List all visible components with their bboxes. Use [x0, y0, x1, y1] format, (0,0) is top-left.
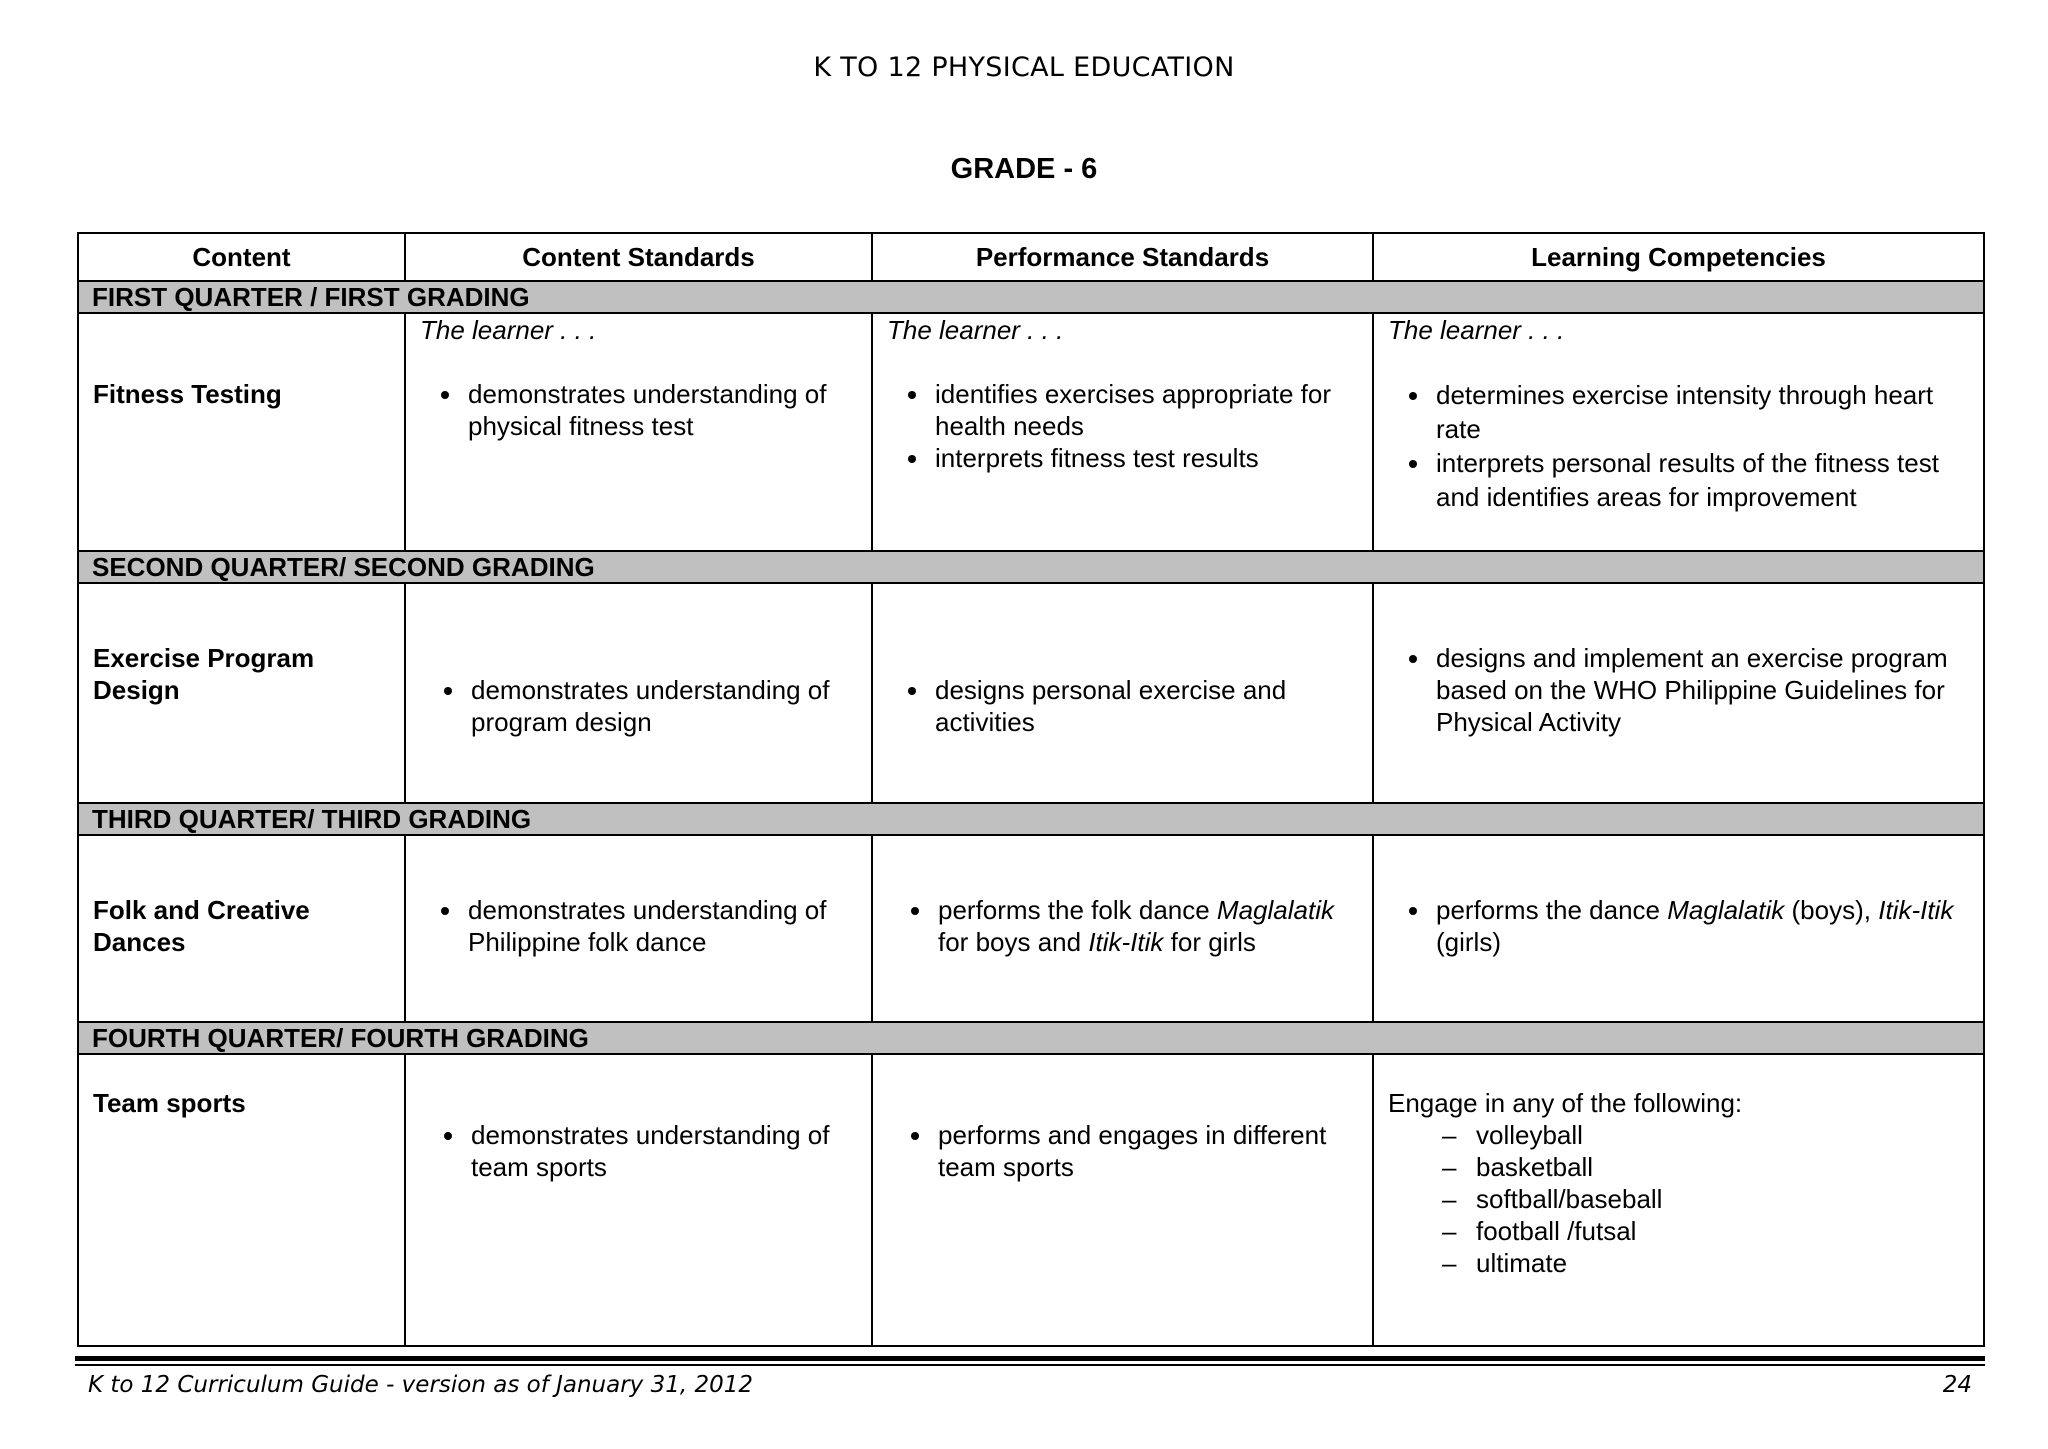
- list-item: [1432, 894, 1969, 958]
- curriculum-table: [77, 232, 1985, 1347]
- list-item: • determines exercise intensity through heart rate: [1432, 378, 1969, 446]
- list-item: • demonstrates understanding of Philippine folk dance: [464, 894, 857, 958]
- bullet-list: [887, 894, 1358, 958]
- quarter-label: FOURTH QUARTER/ FOURTH GRADING: [78, 1022, 1984, 1054]
- content-title: Team sports: [93, 1088, 246, 1118]
- content-title: Fitness Testing: [93, 379, 282, 409]
- column-header-content: Content: [78, 233, 405, 281]
- learning-competencies-cell: [1373, 313, 1984, 551]
- bullet-list: [420, 378, 857, 442]
- footer-version: K to 12 Curriculum Guide - version as of January 31, 2012: [88, 1372, 754, 1398]
- list-item: • interprets personal results of the fitness test and identifies areas for improvement: [1432, 446, 1969, 514]
- list-item: • demonstrates understanding of program design: [467, 674, 857, 738]
- performance-standards-cell: [872, 835, 1373, 1022]
- content-standards-cell: [405, 1054, 872, 1346]
- text-segment: (boys),: [1784, 895, 1879, 925]
- quarter-label: FIRST QUARTER / FIRST GRADING: [78, 281, 1984, 313]
- performance-standards-cell: [872, 313, 1373, 551]
- quarter-label: SECOND QUARTER/ SECOND GRADING: [78, 551, 1984, 583]
- bullet-list: [420, 1119, 857, 1183]
- column-header-content-standards: Content Standards: [405, 233, 872, 281]
- bullet-list: [1388, 378, 1969, 514]
- learner-prefix: The learner . . .: [887, 315, 1064, 345]
- competencies-intro: Engage in any of the following:: [1388, 1088, 1743, 1118]
- list-item: – softball/baseball: [1476, 1183, 1969, 1215]
- bullet-list: [1388, 642, 1969, 738]
- list-item: [934, 894, 1358, 958]
- text-segment: performs the folk dance: [938, 895, 1217, 925]
- list-item: • identifies exercises appropriate for health needs: [931, 378, 1358, 442]
- list-item: – football /futsal: [1476, 1215, 1969, 1247]
- content-title: Folk and Creative Dances: [93, 895, 310, 957]
- content-cell: [78, 1054, 405, 1346]
- content-cell: [78, 313, 405, 551]
- table-header-row: [78, 233, 1984, 281]
- table-row: [78, 313, 1984, 551]
- bullet-list: [1388, 894, 1969, 958]
- column-header-performance-standards: Performance Standards: [872, 233, 1373, 281]
- list-item: • demonstrates understanding of team sports: [467, 1119, 857, 1183]
- page-number: 24: [1942, 1372, 1972, 1398]
- performance-standards-cell: [872, 1054, 1373, 1346]
- text-segment: (girls): [1436, 927, 1501, 957]
- quarter-row-third: [78, 803, 1984, 835]
- content-standards-cell: [405, 835, 872, 1022]
- list-item: – ultimate: [1476, 1247, 1969, 1279]
- dance-name-maglalatik: Maglalatik: [1216, 895, 1334, 925]
- content-cell: [78, 583, 405, 803]
- content-standards-cell: [405, 313, 872, 551]
- performance-standards-cell: [872, 583, 1373, 803]
- content-standards-cell: [405, 583, 872, 803]
- quarter-row-first: [78, 281, 1984, 313]
- learning-competencies-cell: [1373, 835, 1984, 1022]
- list-item: • performs and engages in different team sports: [934, 1119, 1358, 1183]
- text-segment: for girls: [1163, 927, 1256, 957]
- table-row: [78, 583, 1984, 803]
- text-segment: for boys and: [938, 927, 1089, 957]
- column-header-learning-competencies: Learning Competencies: [1373, 233, 1984, 281]
- learner-prefix: The learner . . .: [1388, 315, 1565, 345]
- grade-title: GRADE - 6: [950, 153, 1098, 185]
- learning-competencies-cell: [1373, 583, 1984, 803]
- content-cell: [78, 835, 405, 1022]
- quarter-row-second: [78, 551, 1984, 583]
- dance-name-maglalatik: Maglalatik: [1667, 895, 1785, 925]
- bullet-list: [887, 1119, 1358, 1183]
- table-row: [78, 1054, 1984, 1346]
- footer-divider-thick: [75, 1356, 1985, 1361]
- dance-name-itik-itik: Itik-Itik: [1878, 895, 1954, 925]
- dance-name-itik-itik: Itik-Itik: [1088, 927, 1164, 957]
- dash-list: [1388, 1119, 1969, 1279]
- document-header: K TO 12 PHYSICAL EDUCATION: [813, 52, 1235, 83]
- table-row: [78, 835, 1984, 1022]
- learning-competencies-cell: [1373, 1054, 1984, 1346]
- list-item: • designs personal exercise and activities: [931, 674, 1358, 738]
- bullet-list: [420, 894, 857, 958]
- bullet-list: [887, 674, 1358, 738]
- text-segment: performs the dance: [1436, 895, 1668, 925]
- list-item: • interprets fitness test results: [931, 442, 1358, 474]
- list-item: • designs and implement an exercise program based on the WHO Philippine Guidelines for Physical Activity: [1432, 642, 1969, 738]
- content-title: Exercise Program Design: [93, 643, 315, 705]
- quarter-row-fourth: [78, 1022, 1984, 1054]
- learner-prefix: The learner . . .: [420, 315, 597, 345]
- list-item: – volleyball: [1476, 1119, 1969, 1151]
- quarter-label: THIRD QUARTER/ THIRD GRADING: [78, 803, 1984, 835]
- bullet-list: [420, 674, 857, 738]
- footer-divider-thin: [75, 1364, 1985, 1366]
- list-item: • demonstrates understanding of physical fitness test: [464, 378, 857, 442]
- bullet-list: [887, 378, 1358, 474]
- list-item: – basketball: [1476, 1151, 1969, 1183]
